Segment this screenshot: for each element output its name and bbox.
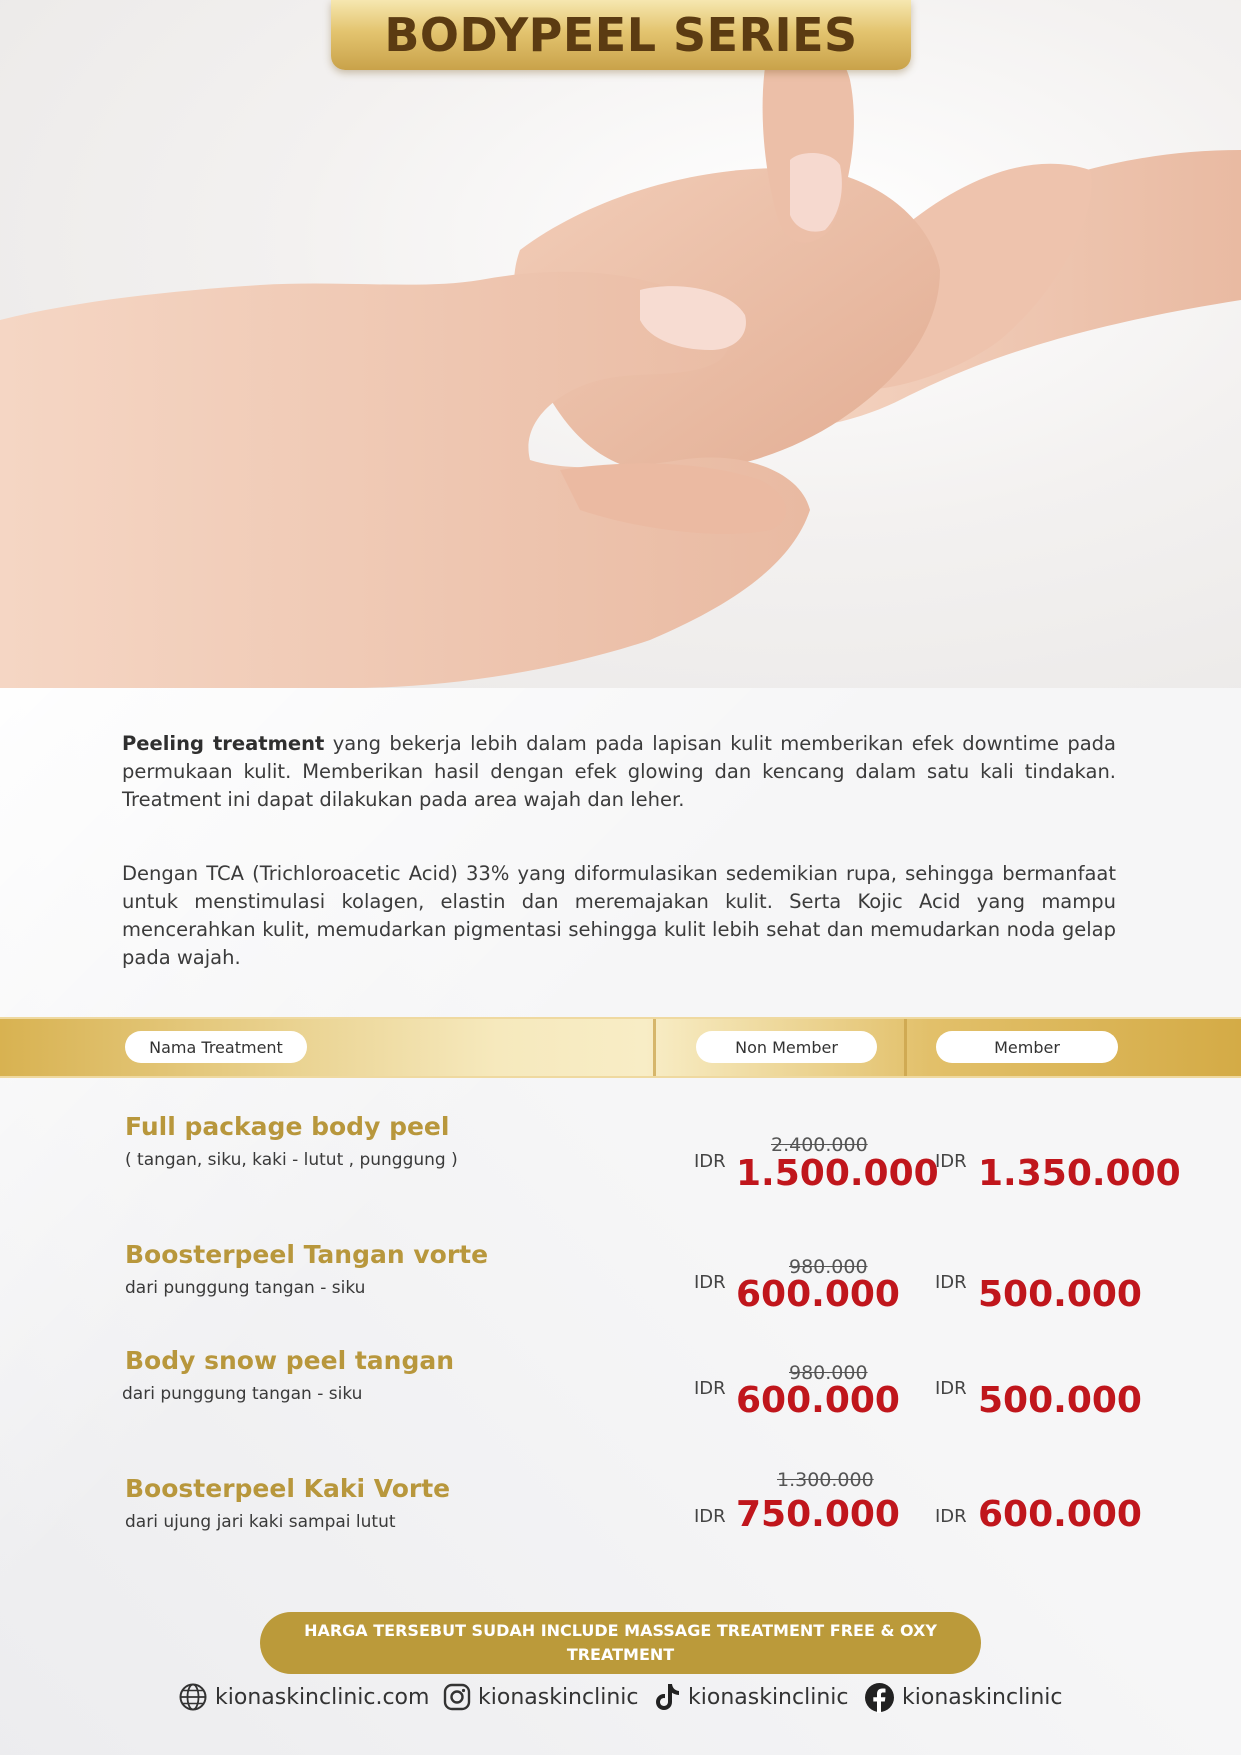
old-price: 980.000 <box>789 1362 868 1384</box>
header-separator <box>653 1019 656 1076</box>
currency-label: IDR <box>935 1151 967 1172</box>
website-link[interactable] <box>178 1680 429 1714</box>
treatment-name: Full package body peel <box>125 1112 450 1141</box>
instagram-icon <box>443 1683 471 1711</box>
member-price: 1.350.000 <box>978 1153 1181 1194</box>
description-bold: Peeling treatment <box>122 732 325 755</box>
currency-label: IDR <box>935 1378 967 1399</box>
treatment-name: Boosterpeel Kaki Vorte <box>125 1474 451 1503</box>
column-header-member: Member <box>936 1031 1118 1063</box>
facebook-link[interactable] <box>864 1680 1062 1714</box>
include-note-banner: HARGA TERSEBUT SUDAH INCLUDE MASSAGE TREATMENT FREE & OXY TREATMENT <box>260 1612 981 1674</box>
non-member-price: 750.000 <box>736 1494 900 1535</box>
column-header-treatment: Nama Treatment <box>125 1031 307 1063</box>
hands-illustration <box>0 0 1241 688</box>
treatment-area: dari punggung tangan - siku <box>125 1278 366 1298</box>
facebook-icon <box>864 1682 895 1713</box>
page-title: BODYPEEL SERIES <box>384 8 858 62</box>
treatment-name: Boosterpeel Tangan vorte <box>125 1240 489 1269</box>
member-price: 500.000 <box>978 1380 1142 1421</box>
treatment-area: dari punggung tangan - siku <box>122 1384 363 1404</box>
currency-label: IDR <box>694 1378 726 1399</box>
tiktok-text: kionaskinclinic <box>688 1684 849 1710</box>
currency-label: IDR <box>694 1151 726 1172</box>
non-member-price: 600.000 <box>736 1380 900 1421</box>
description-paragraph-2: Dengan TCA (Trichloroacetic Acid) 33% yang diformulasikan sedemikian rupa, sehingga bermanfaat untuk menstimulasi kolagen, elastin dan meremajakan kulit. Serta Kojic Acid yang mampu mencerahkan kulit, memudarkan pigmentasi sehingga kulit lebih sehat dan memudarkan noda gelap pada wajah. <box>122 862 1116 969</box>
tiktok-link[interactable] <box>653 1680 848 1714</box>
currency-label: IDR <box>935 1506 967 1527</box>
treatment-area: ( tangan, siku, kaki - lutut , punggung ) <box>125 1150 458 1170</box>
table-header <box>0 1017 1241 1078</box>
instagram-text: kionaskinclinic <box>478 1684 639 1710</box>
instagram-link[interactable] <box>443 1680 638 1714</box>
currency-label: IDR <box>935 1272 967 1293</box>
old-price: 980.000 <box>789 1256 868 1278</box>
website-text: kionaskinclinic.com <box>215 1684 430 1710</box>
description-paragraph-1 <box>122 730 1116 814</box>
globe-icon <box>178 1682 208 1712</box>
column-header-non-member: Non Member <box>696 1031 877 1063</box>
background-texture <box>0 688 1241 1755</box>
title-banner <box>331 0 911 70</box>
description-text: yang bekerja lebih dalam pada lapisan kulit memberikan efek downtime pada permukaan kulit. Memberikan hasil dengan efek glowing dan kencang dalam satu kali tindakan. Treatment ini dapat dilakukan pada area wajah dan leher. <box>122 732 1116 811</box>
currency-label: IDR <box>694 1506 726 1527</box>
old-price: 2.400.000 <box>771 1134 868 1156</box>
treatment-area: dari ujung jari kaki sampai lutut <box>125 1512 396 1532</box>
old-price: 1.300.000 <box>777 1469 874 1491</box>
member-price: 600.000 <box>978 1494 1142 1535</box>
facebook-text: kionaskinclinic <box>902 1684 1063 1710</box>
non-member-price: 600.000 <box>736 1274 900 1315</box>
non-member-price: 1.500.000 <box>736 1153 939 1194</box>
treatment-name: Body snow peel tangan <box>125 1346 455 1375</box>
member-price: 500.000 <box>978 1274 1142 1315</box>
tiktok-icon <box>653 1682 681 1712</box>
header-separator <box>904 1019 907 1076</box>
hero-photo <box>0 0 1241 688</box>
currency-label: IDR <box>694 1272 726 1293</box>
